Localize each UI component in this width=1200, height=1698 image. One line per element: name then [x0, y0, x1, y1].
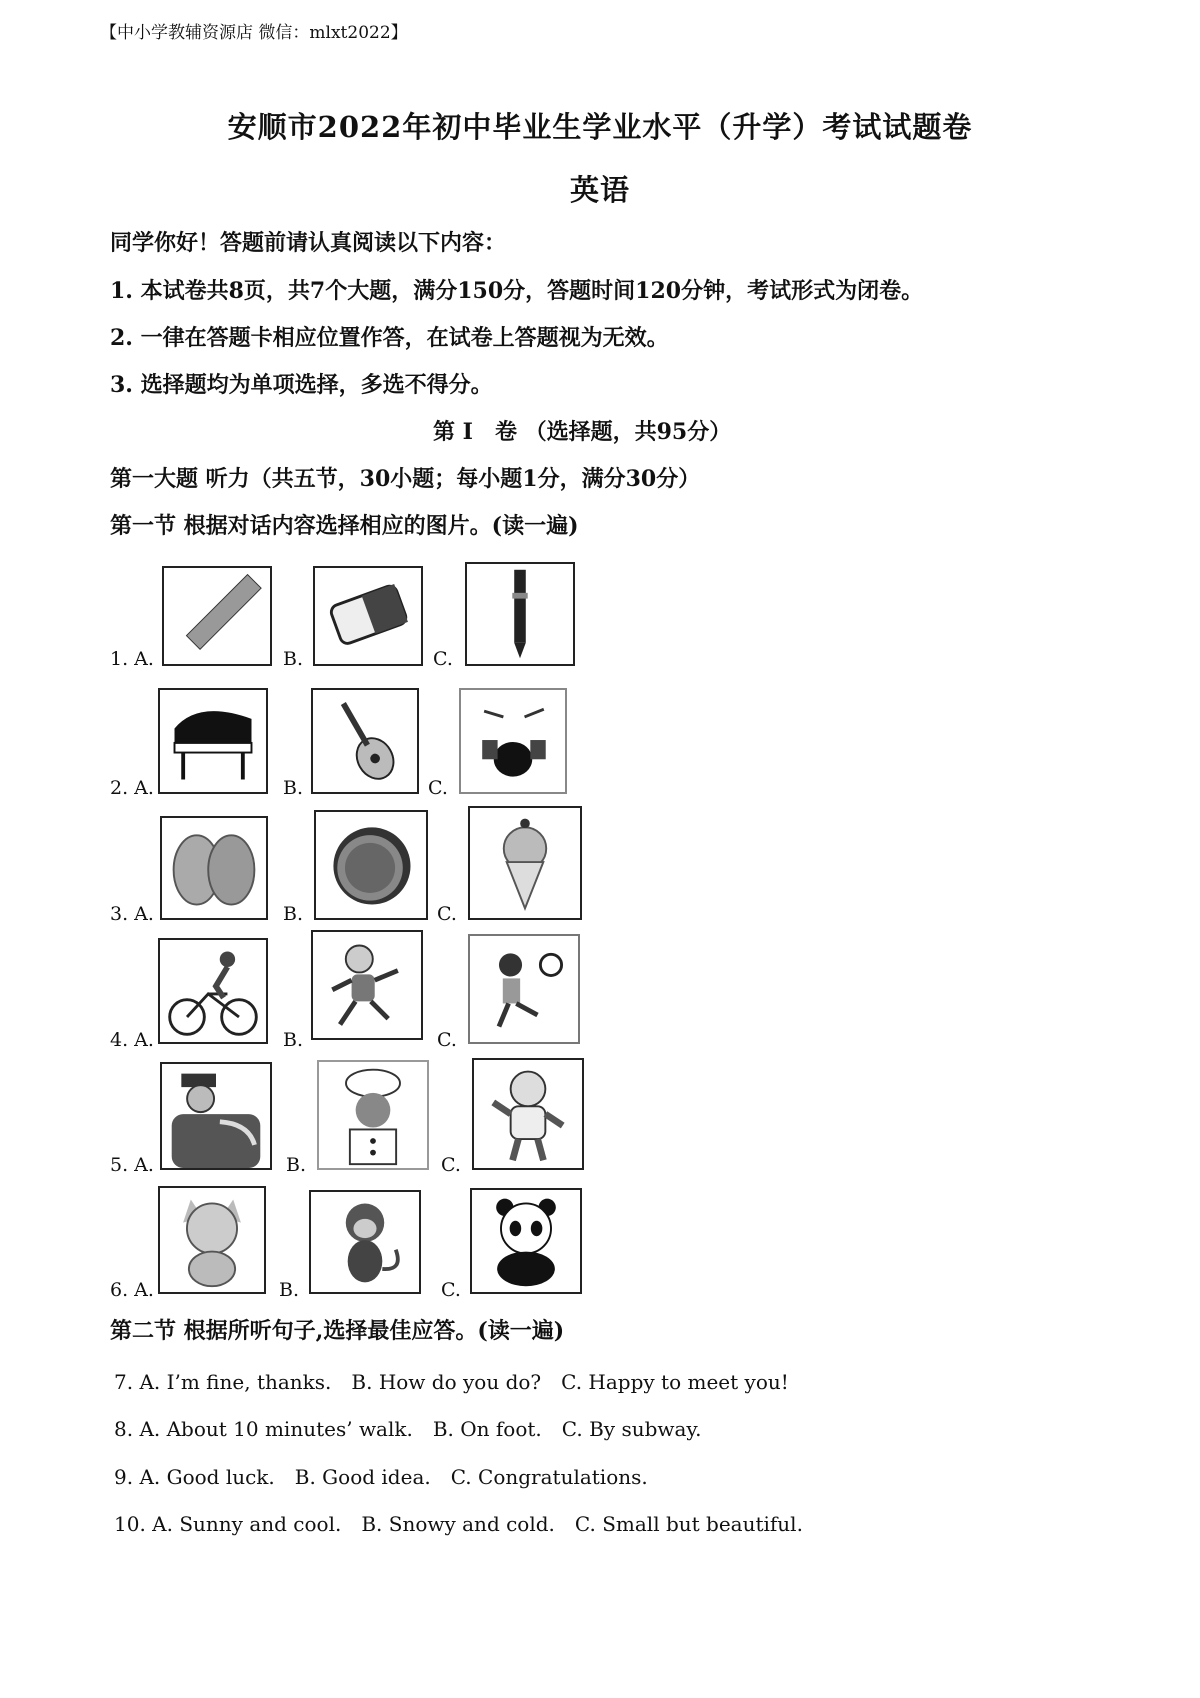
question-1-option-b: B.	[283, 648, 304, 670]
section1-title: 第一节 根据对话内容选择相应的图片。(读一遍)	[110, 513, 579, 539]
cycling-icon[interactable]	[158, 938, 268, 1044]
soccer-icon[interactable]	[468, 934, 580, 1044]
pen-icon[interactable]	[465, 562, 575, 666]
question-5-option-c: C.	[441, 1154, 461, 1176]
monkey-icon[interactable]	[309, 1190, 421, 1294]
notice-item-2: 2. 一律在答题卡相应位置作答，在试卷上答题视为无效。	[110, 325, 669, 351]
cat-icon[interactable]	[158, 1186, 266, 1294]
ice-cream-icon[interactable]	[468, 806, 582, 920]
notice-item-1: 1. 本试卷共8页，共7个大题，满分150分，答题时间120分钟，考试形式为闭卷。	[110, 278, 924, 304]
question-3-label: 3. A.	[110, 903, 154, 925]
question-2-option-b: B.	[283, 777, 304, 799]
question-4-label: 4. A.	[110, 1029, 154, 1051]
question-7: 7. A. I’m fine, thanks. B. How do you do? C. Happy to meet you!	[114, 1370, 789, 1394]
bread-icon[interactable]	[160, 816, 268, 920]
eraser-icon[interactable]	[313, 566, 423, 666]
question-4-option-c: C.	[437, 1029, 457, 1051]
question-2-option-c: C.	[428, 777, 448, 799]
drums-icon[interactable]	[459, 688, 567, 794]
piano-icon[interactable]	[158, 688, 268, 794]
guitar-icon[interactable]	[311, 688, 419, 794]
section2-title: 第二节 根据所听句子,选择最佳应答。(读一遍)	[110, 1318, 565, 1344]
question-3-option-b: B.	[283, 903, 304, 925]
question-10: 10. A. Sunny and cool. B. Snowy and cold. C. Small but beautiful.	[114, 1512, 803, 1536]
question-8: 8. A. About 10 minutes’ walk. B. On foot. C. By subway.	[114, 1417, 702, 1441]
question-9: 9. A. Good luck. B. Good idea. C. Congratulations.	[114, 1465, 648, 1489]
notice-item-3: 3. 选择题均为单项选择，多选不得分。	[110, 372, 493, 398]
running-icon[interactable]	[311, 930, 423, 1040]
question-6-option-b: B.	[279, 1279, 300, 1301]
question-5-label: 5. A.	[110, 1154, 154, 1176]
panda-icon[interactable]	[470, 1188, 582, 1294]
volume-heading: 第 I 卷 （选择题，共95分）	[433, 419, 732, 445]
exam-title: 安顺市2022年初中毕业生学业水平（升学）考试试题卷	[227, 110, 973, 144]
doctor-icon[interactable]	[160, 1062, 272, 1170]
part1-title: 第一大题 听力（共五节，30小题；每小题1分，满分30分）	[110, 466, 701, 492]
notice-intro: 同学你好！答题前请认真阅读以下内容：	[110, 230, 507, 256]
question-3-option-c: C.	[437, 903, 457, 925]
subject-title: 英语	[569, 173, 630, 207]
watermark: 【中小学教辅资源店 微信：mlxt2022】	[100, 23, 408, 43]
question-4-option-b: B.	[283, 1029, 304, 1051]
astronaut-icon[interactable]	[472, 1058, 584, 1170]
question-1-label: 1. A.	[110, 648, 154, 670]
cook-icon[interactable]	[317, 1060, 429, 1170]
question-2-label: 2. A.	[110, 777, 154, 799]
watermelon-icon[interactable]	[314, 810, 428, 920]
question-6-label: 6. A.	[110, 1279, 154, 1301]
question-1-option-c: C.	[433, 648, 453, 670]
question-5-option-b: B.	[286, 1154, 307, 1176]
question-6-option-c: C.	[441, 1279, 461, 1301]
ruler-icon[interactable]	[162, 566, 272, 666]
